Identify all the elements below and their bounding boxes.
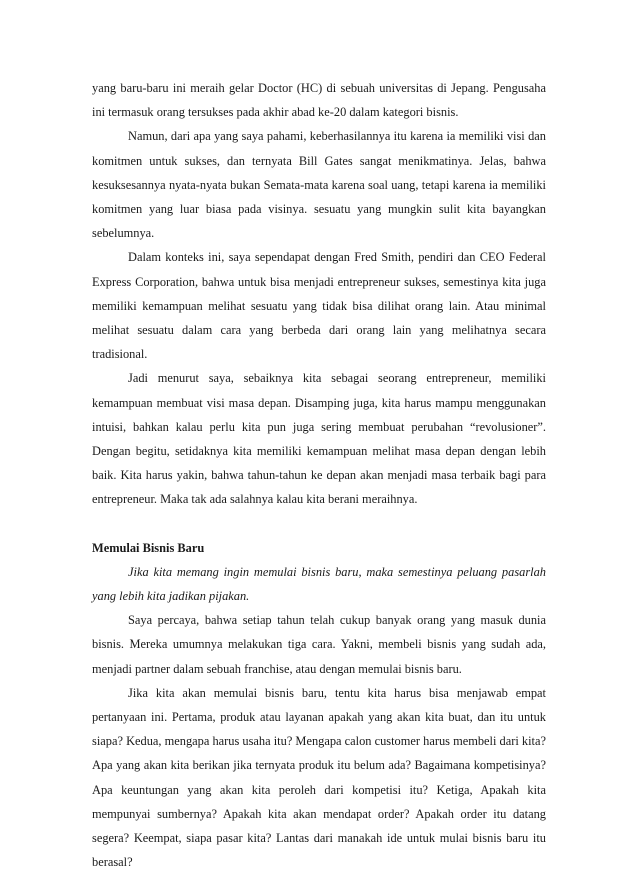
paragraph-2: Namun, dari apa yang saya pahami, keberhasilannya itu karena ia memiliki visi dan komitmen untuk sukses, dan ternyata Bill Gates sangat menikmatinya. Jelas, bahwa kesuksesannya nyata-nyata bukan Semata-mata karena soal uang, tetapi karena ia memiliki komitmen yang luar biasa pada visinya. sesuatu yang mungkin sulit kita bayangkan sebelumnya. xyxy=(92,129,546,241)
section-heading: Memulai Bisnis Baru xyxy=(92,540,205,555)
italic-paragraph: Jika kita memang ingin memulai bisnis baru, maka semestinya peluang pasarlah yang lebih kita jadikan pijakan. xyxy=(92,564,546,604)
paragraph-3: Dalam konteks ini, saya sependapat dengan Fred Smith, pendiri dan CEO Federal Express Corporation, bahwa untuk bisa menjadi entrepreneur sukses, semestinya kita juga memiliki kemampuan melihat sesuatu yang tidak bisa dilihat orang lain. Atau minimal melihat sesuatu dalam cara yang berbeda dari orang lain yang melihatnya secara tradisional. xyxy=(92,250,546,362)
paragraph-1: yang baru-baru ini meraih gelar Doctor (HC) di sebuah universitas di Jepang. Pengusaha ini termasuk orang tersukses pada akhir abad ke-20 dalam kategori bisnis. xyxy=(92,81,546,120)
paragraph-6: Jika kita akan memulai bisnis baru, tentu kita harus bisa menjawab empat pertanyaan ini. Pertama, produk atau layanan apakah yang akan kita buat, dan itu untuk siapa? Kedua, mengapa harus usaha itu? Mengapa calon customer harus membeli dari kita? Apa yang akan kita berikan jika ternyata produk itu belum ada? Bagaimana kompetisinya? Apa keuntungan yang akan kita peroleh dari kompetisi itu? Ketiga, Apakah kita mempunyai sumbernya? Apakah kita akan mendapat order? Apakah order itu datang segera? Keempat, siapa pasar kita? Lantas dari manakah ide untuk mulai bisnis baru itu berasal? xyxy=(92,685,546,870)
document-body xyxy=(92,76,546,875)
paragraph-5: Saya percaya, bahwa setiap tahun telah cukup banyak orang yang masuk dunia bisnis. Mereka umumnya melakukan tiga cara. Yakni, membeli bisnis yang sudah ada, menjadi partner dalam sebuah franchise, atau dengan memulai bisnis baru. xyxy=(92,613,546,676)
paragraph-4: Jadi menurut saya, sebaiknya kita sebagai seorang entrepreneur, memiliki kemampuan membuat visi masa depan. Disamping juga, kita harus mampu menggunakan intuisi, bahkan kalau perlu kita pun juga sering membuat perubahan “revolusioner”. Dengan begitu, setidaknya kita memiliki kemampuan melihat masa depan dengan lebih baik. Kita harus yakin, bahwa tahun-tahun ke depan akan menjadi masa terbaik bagi para entrepreneur. Maka tak ada salahnya kalau kita berani meraihnya. xyxy=(92,371,546,507)
